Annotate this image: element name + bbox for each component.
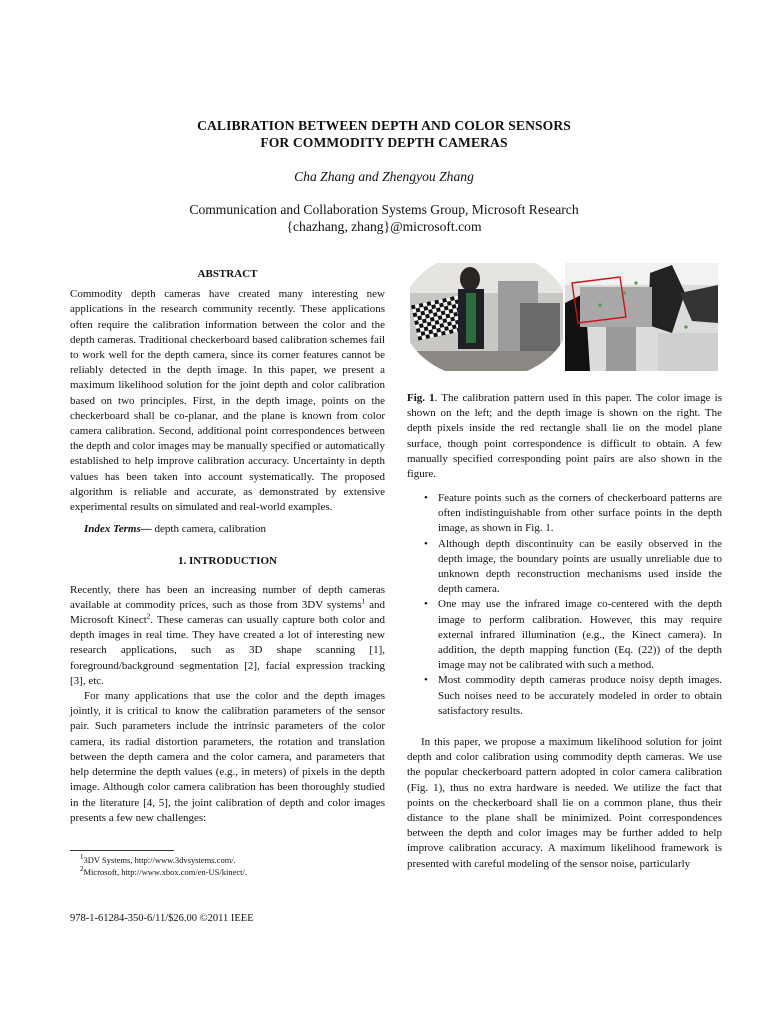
footnotes: [80, 855, 247, 878]
bullet-icon: •: [424, 492, 428, 504]
footnote-1: $^1$3DV Systems, http://www.3dvsystems.com/.: [80, 853, 236, 865]
list-item: • Most commodity depth cameras produce noisy depth images. Such noises need to be accurately modeled in order to obtain satisfactory results.: [424, 674, 722, 717]
affiliation: Communication and Collaboration Systems Group, Microsoft Research: [189, 202, 579, 217]
title-line-1: CALIBRATION BETWEEN DEPTH AND COLOR SENSORS: [197, 118, 571, 133]
abstract-heading: ABSTRACT: [197, 268, 258, 280]
figure-label: Fig. 1: [407, 392, 435, 404]
index-terms-text: depth camera, calibration: [151, 523, 266, 536]
list-item: • Feature points such as the corners of checkerboard patterns are often indistinguishable from other surface points in the depth image, as shown in Fig. 1.: [424, 492, 722, 535]
isbn-line: 978-1-61284-350-6/11/$26.00 ©2011 IEEE: [70, 913, 254, 924]
depth-image: [565, 263, 718, 371]
affiliation-block: [0, 201, 768, 235]
bullet-icon: •: [424, 598, 428, 611]
paper-title: [0, 117, 768, 151]
figure-caption-text: . The calibration pattern used in this paper. The color image is shown on the left; and the depth image is shown on the right. The depth pixels inside the red rectangle shall lie on the model plane surface, though point correspondence is difficult to obtain. A few manually specified corresponding point pairs are also shown in the figure.: [407, 392, 722, 481]
intro-heading: 1. INTRODUCTION: [177, 555, 277, 568]
bullet-icon: •: [424, 537, 428, 550]
emails: {chazhang, zhang}@microsoft.com: [286, 219, 482, 234]
index-terms: [70, 522, 385, 537]
right-paragraph: [407, 735, 722, 872]
intro-paragraph-2: For many applications that use the color and the depth images jointly, it is critical to know the calibration parameters of the sensor pair. Such parameters include the intrinsic parameters of the color camera, its radial distortion parameters, the rotation and translation between the depth camera and the color camera, and parameters that help determine the depth values (e.g., in meters) of pixels in the depth image. Although color camera calibration has been thoroughly studied in the literature [4, 5], the joint calibration of depth and color images presents a few new challenges:: [70, 690, 385, 824]
list-item: • One may use the infrared image co-centered with the depth image to perform calibration. However, this may require external infrared illumination (e.g., the Kinect camera). In addition, the depth mapping function (Eq. (22)) of the depth image may not be calibrated with such a method.: [424, 598, 722, 672]
intro-paragraph-3: In this paper, we propose a maximum likelihood solution for joint depth and color calibration using commodity depth cameras. We use the popular checkerboard pattern adopted in color camera calibration (Fig. 1), thus no extra hardware is needed. We utilize the fact that points on the checkerboard shall lie on a common plane, thus their distance to the plane shall be minimized. Point correspondences between the depth and color images may be further added to help improve calibration accuracy. A maximum likelihood framework is presented with careful modeling of the sensor noise, particularly: [407, 736, 722, 870]
color-image: [410, 263, 563, 371]
figure-1-caption: [407, 391, 722, 482]
abstract-text: Commodity depth cameras have created many interesting new applications in the research community recently. These applications often require the calibration information between the color and the depth cameras. Traditional checkerboard based calibration schemes fail to work well for the depth camera, since its corner features cannot be reliably detected in the depth image. In this paper, we present a maximum likelihood solution for the joint depth and color calibration based on two principles. First, in the depth image, points on the checkerboard shall be co-planar, and the plane is known from color camera calibration. Second, additional point correspondences between the depth and color images may be manually specified or automatically established to help improve calibration accuracy. Uncertainty in depth values has been taken into account systematically. The proposed algorithm is reliable and accurate, as demonstrated by extensive experimental results on simulated and real-world examples.: [70, 288, 385, 514]
title-line-2: FOR COMMODITY DEPTH CAMERAS: [260, 135, 508, 150]
footnote-rule: [70, 850, 174, 851]
challenge-list: [420, 491, 722, 719]
figure-1-image: [410, 263, 718, 371]
list-item: • Although depth discontinuity can be easily observed in the depth image, the boundary points are usually unreliable due to unknown depth reconstruction mechanisms used inside the depth camera.: [424, 537, 722, 596]
intro-paragraph-1: Recently, there has been an increasing number of depth cameras available at commodity prices, such as those from 3DV systems$^1$ and Microsoft Kinect$^2$. These cameras can usually capture both color and depth images in real time. They have created a lot of interesting new research applications, such as 3D shape scanning [1], foreground/background segmentation [2], facial expression tracking [3], etc.: [70, 583, 386, 687]
footnote-2: $^2$Microsoft, http://www.xbox.com/en-US/kinect/.: [80, 864, 248, 877]
authors: Cha Zhang and Zhengyou Zhang: [294, 169, 474, 184]
bullet-icon: •: [424, 674, 428, 687]
left-column: [70, 267, 385, 826]
index-terms-label: Index Terms—: [84, 523, 152, 536]
